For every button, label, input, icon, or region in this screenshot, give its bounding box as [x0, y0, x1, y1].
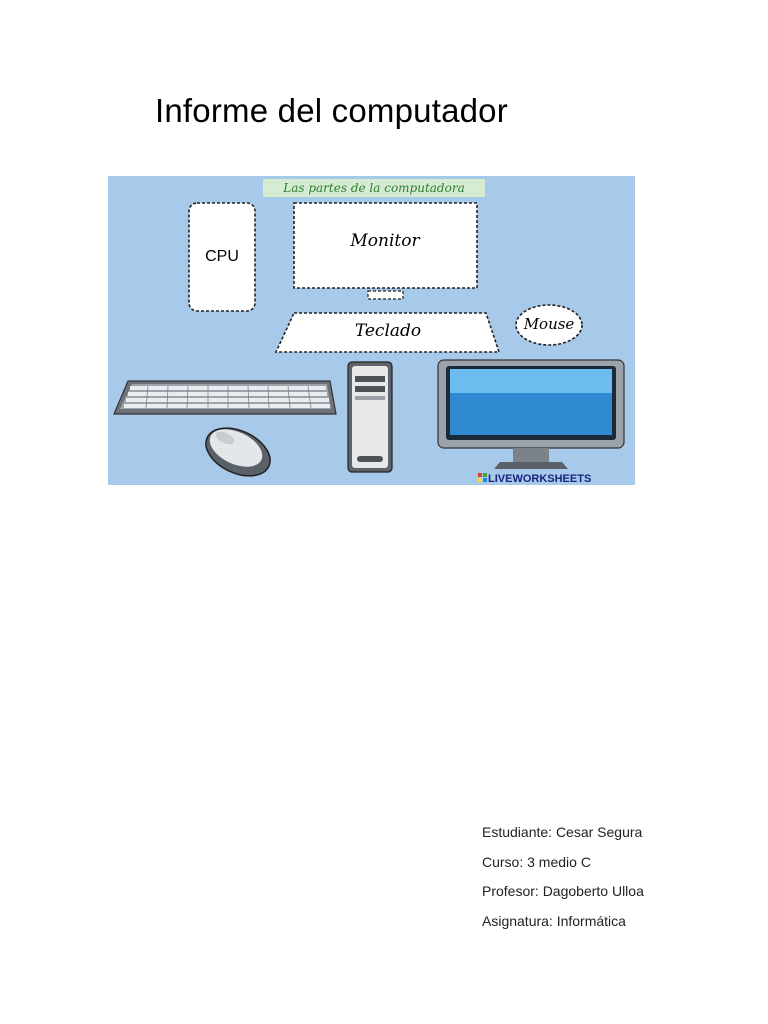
- mouse-label: Mouse: [523, 315, 575, 333]
- student-info: [482, 822, 644, 940]
- course: Curso: 3 medio C: [482, 853, 591, 870]
- subject: Asignatura: Informática: [482, 912, 626, 929]
- monitor-illustration: [438, 360, 624, 469]
- mouse-illustration: [198, 419, 277, 485]
- liveworksheets-logo: [478, 473, 591, 485]
- computer-parts-illustration: [108, 176, 635, 485]
- monitor-stand-box: [368, 291, 403, 299]
- figure-header: Las partes de la computadora: [283, 181, 465, 195]
- liveworksheets-brand: LIVEWORKSHEETS: [488, 473, 592, 485]
- cpu-label: CPU: [205, 248, 239, 265]
- cpu-tower-illustration: [348, 362, 392, 472]
- keyboard-illustration: [114, 381, 336, 414]
- computer-parts-image: [108, 176, 635, 485]
- monitor-label: Monitor: [350, 231, 420, 251]
- student-name: Estudiante: Cesar Segura: [482, 824, 643, 840]
- page-title: Informe del computador: [155, 92, 508, 129]
- keyboard-label: Teclado: [354, 321, 422, 341]
- teacher: Profesor: Dagoberto Ulloa: [482, 883, 644, 899]
